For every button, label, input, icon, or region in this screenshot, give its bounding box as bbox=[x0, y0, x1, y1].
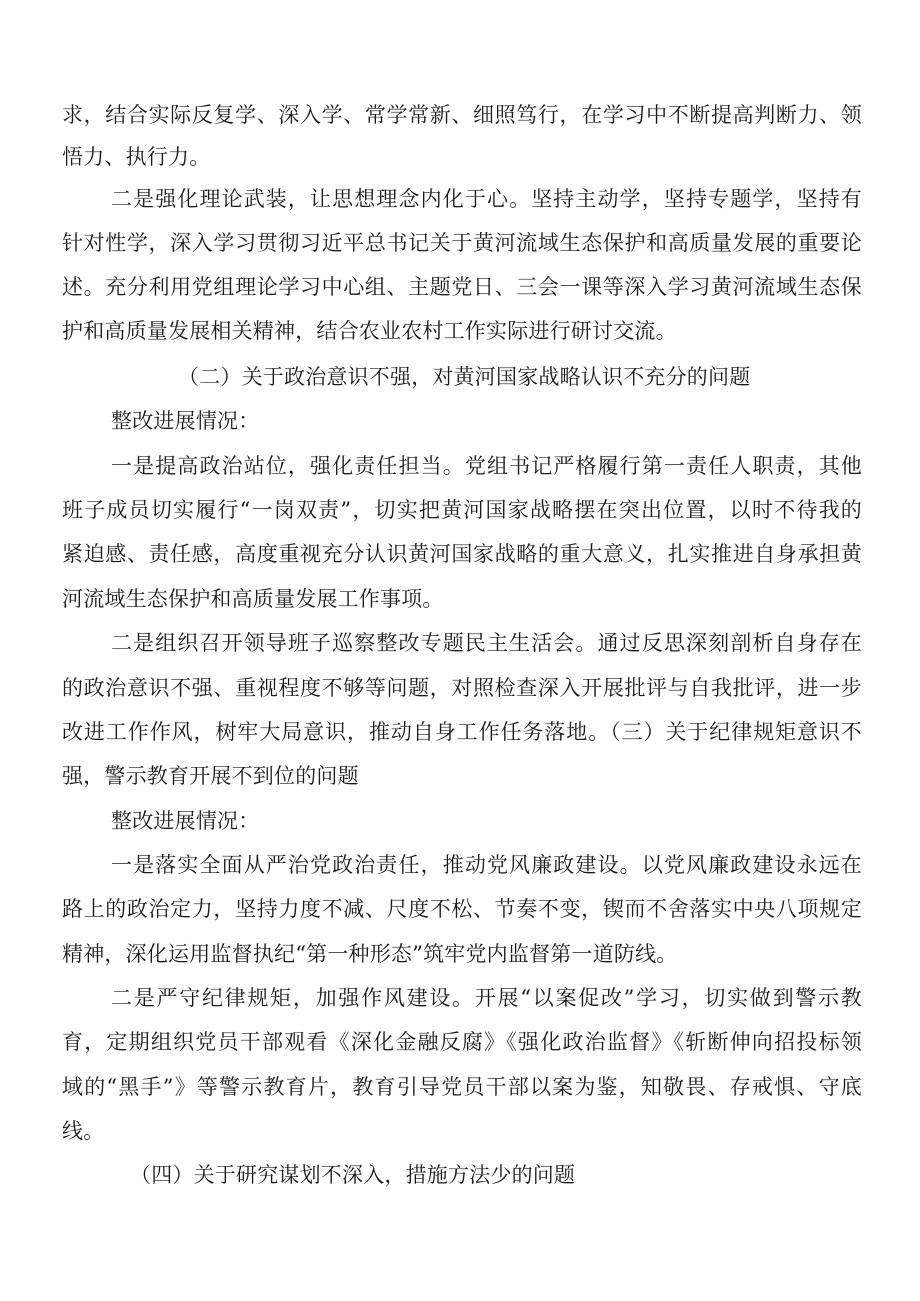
text-line: 精神，深化运用监督执纪“第一种形态”筑牢党内监督第一道防线。 bbox=[62, 942, 678, 966]
paragraph-line: 二是严守纪律规矩，加强作风建设。开展“以案促改”学习，切实做到警示教 bbox=[111, 986, 862, 1010]
paragraph-line: 一是提高政治站位，强化责任担当。党组书记严格履行第一责任人职责，其他 bbox=[111, 454, 862, 478]
text-line: 的政治意识不强、重视程度不够等问题，对照检查深入开展批评与自我批评，进一步 bbox=[62, 676, 862, 700]
progress-label: 整改进展情况： bbox=[111, 409, 260, 433]
text-line: 线。 bbox=[62, 1119, 105, 1143]
progress-label: 整改进展情况： bbox=[111, 809, 260, 833]
text-line: 育，定期组织党员干部观看《深化金融反腐》《强化政治监督》《斩断伸向招投标领 bbox=[62, 1030, 862, 1054]
text-line: 紧迫感、责任感，高度重视充分认识黄河国家战略的重大意义，扎实推进自身承担黄 bbox=[62, 542, 862, 566]
text-line: 改进工作作风，树牢大局意识，推动自身工作任务落地。（三）关于纪律规矩意识不 bbox=[62, 720, 862, 744]
paragraph-line: 二是组织召开领导班子巡察整改专题民主生活会。通过反思深刻剖析自身存在 bbox=[111, 631, 862, 655]
text-line: 域的“黑手”》等警示教育片，教育引导党员干部以案为鉴，知敬畏、存戒惧、守底 bbox=[62, 1075, 862, 1099]
paragraph-line: 一是落实全面从严治党政治责任，推动党风廉政建设。以党风廉政建设永远在 bbox=[111, 853, 862, 877]
paragraph-line: 二是强化理论武装，让思想理念内化于心。坚持主动学，坚持专题学，坚持有 bbox=[111, 187, 862, 211]
section-heading: （四）关于研究谋划不深入，措施方法少的问题 bbox=[130, 1163, 576, 1187]
text-line: 针对性学，深入学习贯彻习近平总书记关于黄河流域生态保护和高质量发展的重要论 bbox=[62, 231, 862, 255]
text-line: 述。充分利用党组理论学习中心组、主题党日、三会一课等深入学习黄河流域生态保 bbox=[62, 275, 862, 299]
text-line: 求，结合实际反复学、深入学、常学常新、细照笃行，在学习中不断提高判断力、领 bbox=[62, 103, 862, 127]
text-line: 班子成员切实履行“一岗双责”，切实把黄河国家战略摆在突出位置，以时不待我的 bbox=[62, 498, 862, 522]
text-line: 路上的政治定力，坚持力度不减、尺度不松、节奏不变，锲而不舍落实中央八项规定 bbox=[62, 897, 862, 921]
text-line: 河流域生态保护和高质量发展工作事项。 bbox=[62, 587, 444, 611]
text-line: 悟力、执行力。 bbox=[62, 145, 211, 169]
text-line: 护和高质量发展相关精神，结合农业农村工作实际进行研讨交流。 bbox=[62, 319, 677, 343]
text-line: 强，警示教育开展不到位的问题 bbox=[62, 764, 359, 788]
section-heading: （二）关于政治意识不强，对黄河国家战略认识不充分的问题 bbox=[178, 365, 751, 389]
